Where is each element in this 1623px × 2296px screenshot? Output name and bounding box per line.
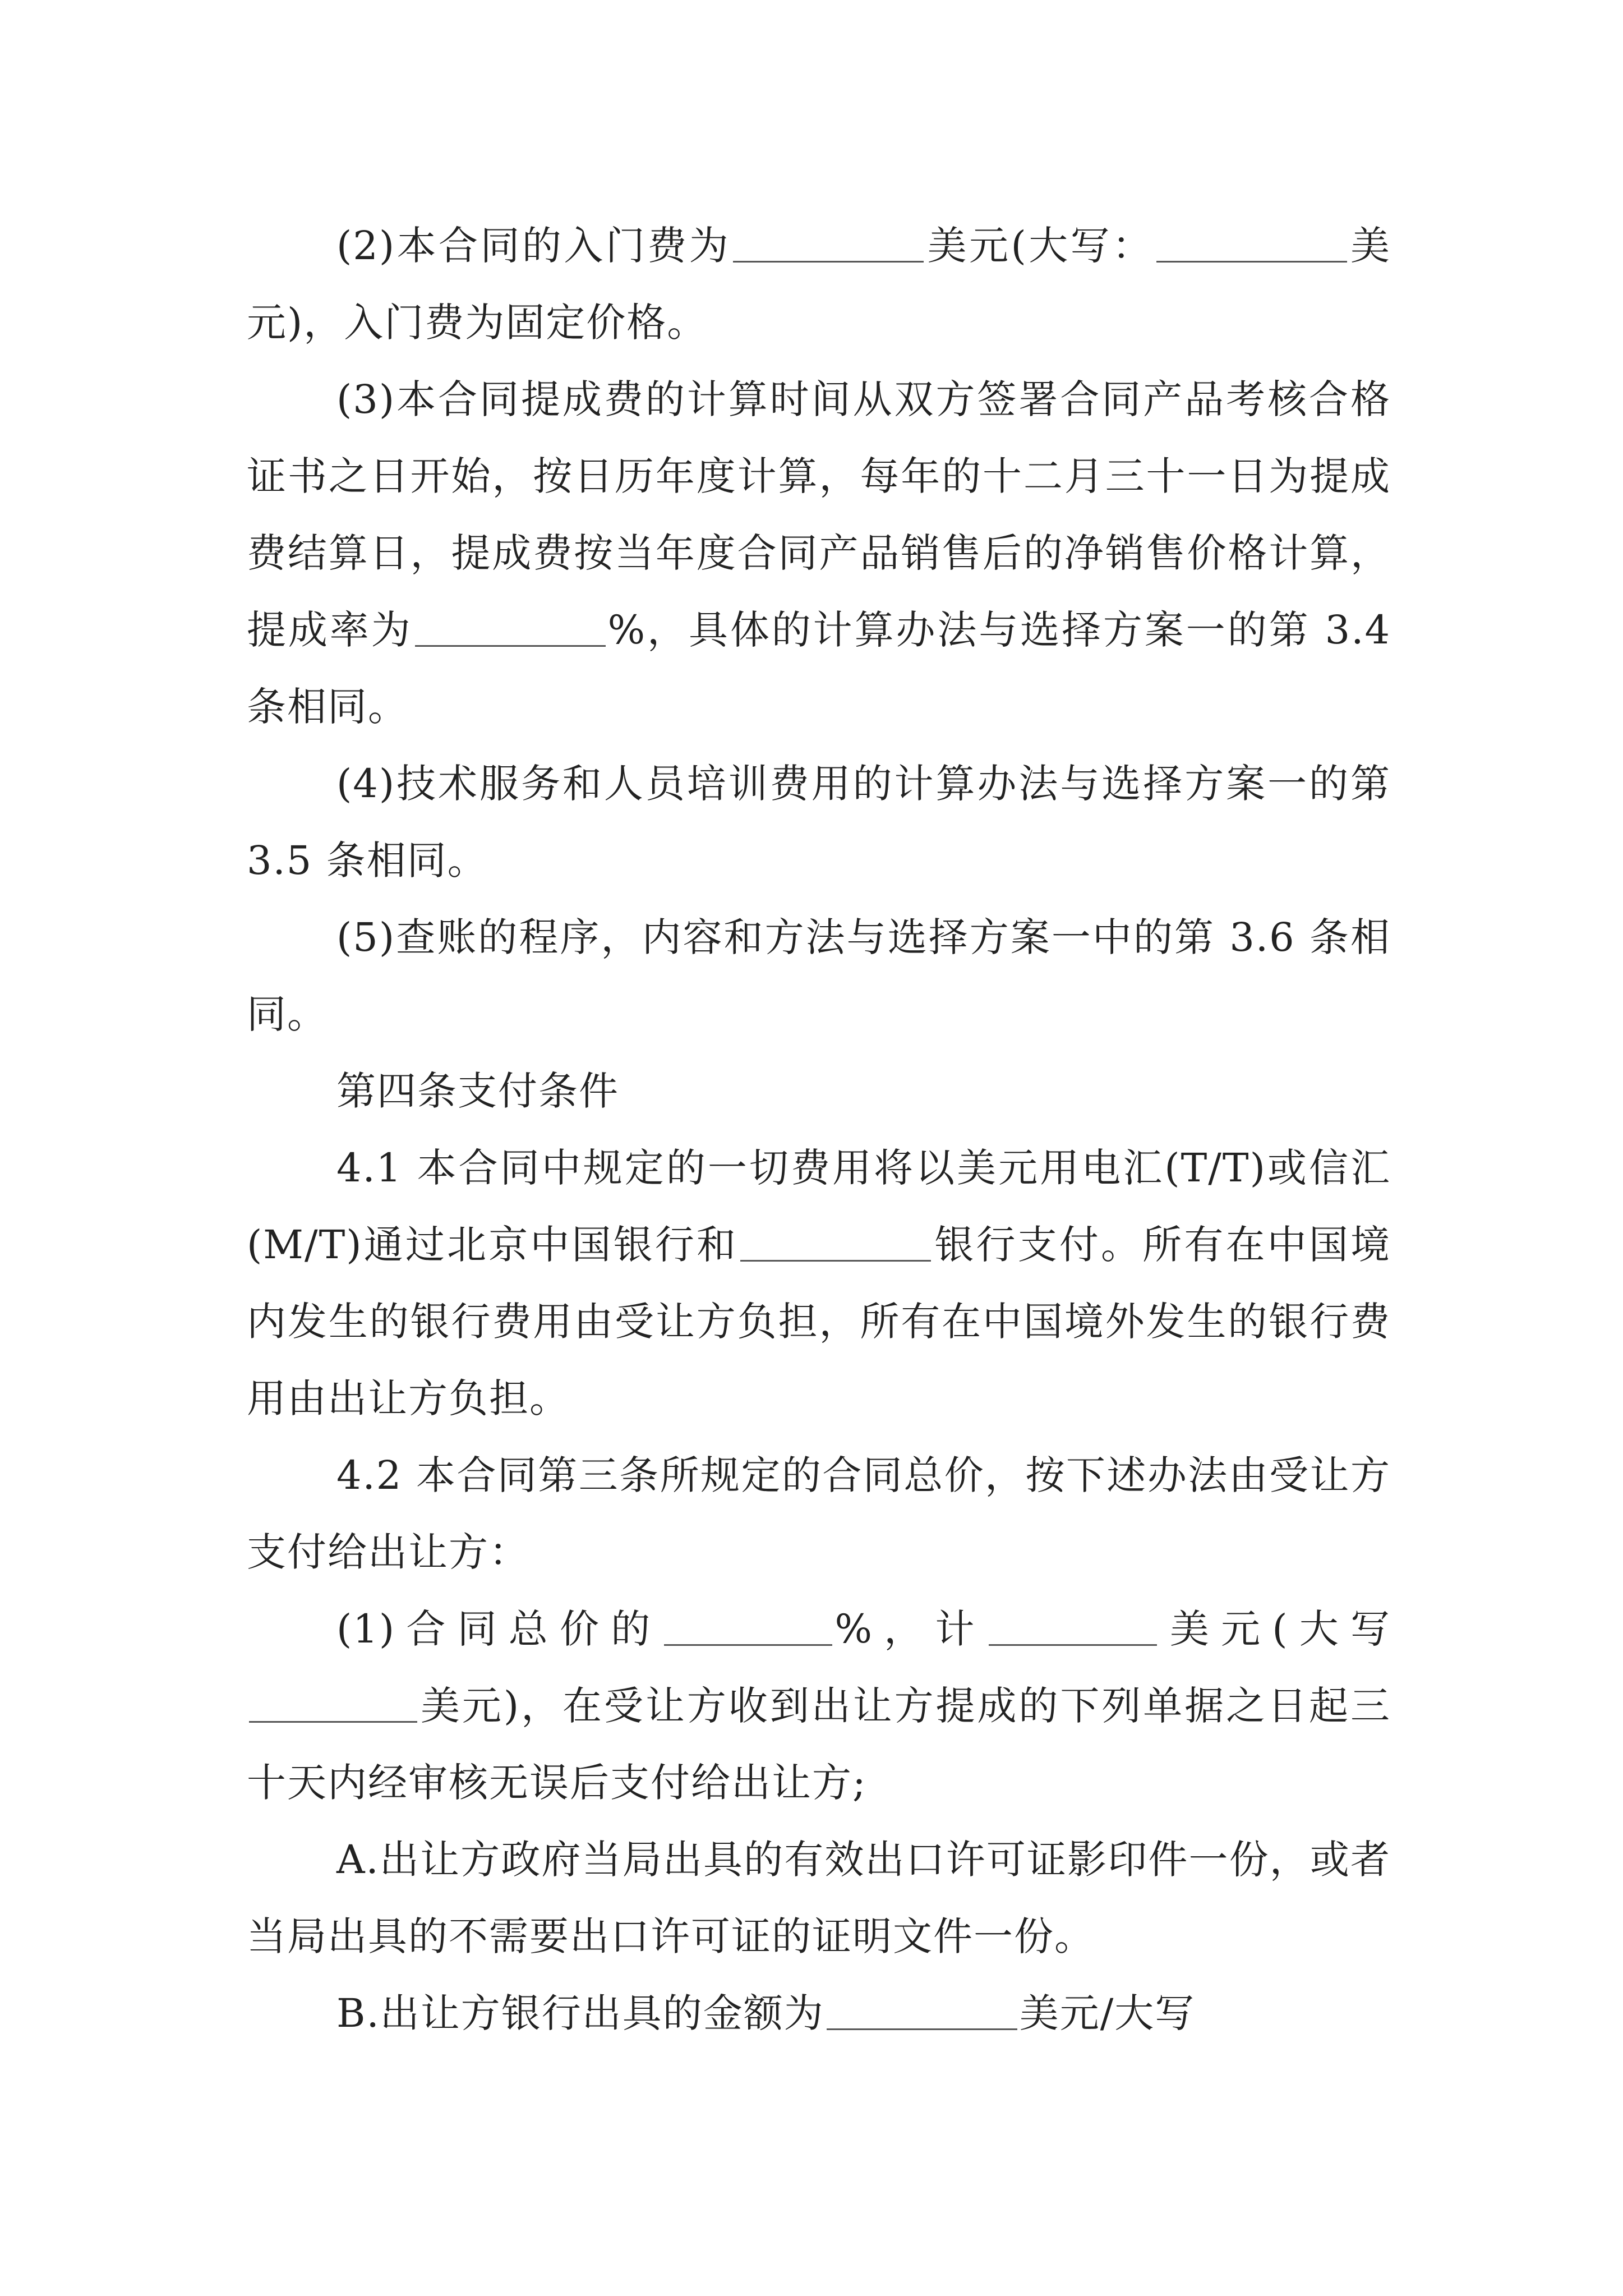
entry-fee-amount-blank: [733, 227, 924, 263]
paragraph-total-price: [247, 1437, 1391, 1591]
payment-method-text-1: 4.1 本合同中规定的一切费用将以美元用电汇(T/T)或信汇(M/T)通过北京中国银行和: [247, 1145, 1391, 1268]
installment-text-4: 美元)，在受让方收到出让方提成的下列单据之日起三十天内经审核无误后支付给出让方;: [247, 1683, 1391, 1806]
bank-name-blank: [740, 1226, 931, 1262]
paragraph-audit: [247, 899, 1391, 1053]
item-b-amount-blank: [827, 1995, 1017, 2030]
royalty-text-2: %，具体的计算办法与选择方案一的第 3.4 条相同。: [247, 607, 1391, 730]
royalty-rate-blank: [415, 611, 606, 647]
paragraph-royalty: [247, 361, 1391, 746]
installment-amount-blank: [989, 1611, 1157, 1646]
paragraph-payment-method: [247, 1130, 1391, 1437]
payment-method-text-2: 银行支付。所有在中国境内发生的银行费用由受让方负担，所有在中国境外发生的银行费用由出让方负担。: [247, 1222, 1391, 1421]
paragraph-technical-service: [247, 746, 1391, 899]
item-b-text-2: 美元/大写: [1019, 1990, 1196, 2036]
installment-percent-blank: [664, 1611, 832, 1646]
section-heading-payment-terms: [247, 1053, 1391, 1130]
entry-fee-text-2: 美元(大写：: [926, 223, 1154, 269]
paragraph-item-a: [247, 1821, 1391, 1975]
total-price-text: 4.2 本合同第三条所规定的合同总价，按下述办法由受让方支付给出让方：: [247, 1452, 1391, 1575]
paragraph-installment-1: [247, 1591, 1391, 1821]
audit-text: (5)查账的程序，内容和方法与选择方案一中的第 3.6 条相同。: [247, 914, 1391, 1037]
document-body: [247, 208, 1391, 2052]
installment-text-1: (1)合同总价的: [336, 1606, 662, 1652]
installment-capital-blank: [249, 1687, 417, 1723]
section-heading-text: 第四条支付条件: [336, 1068, 619, 1114]
installment-text-2: %，计: [834, 1606, 986, 1652]
entry-fee-capital-blank: [1156, 227, 1347, 263]
item-a-text: A.出让方政府当局出具的有效出口许可证影印件一份，或者当局出具的不需要出口许可证的证明文件一份。: [247, 1837, 1391, 1959]
entry-fee-text-1: (2)本合同的入门费为: [336, 223, 731, 269]
item-b-text-1: B.出让方银行出具的金额为: [336, 1990, 824, 2036]
entry-fee-text-3: 美元)，入门费为固定价格。: [247, 223, 1391, 346]
royalty-text-1: (3)本合同提成费的计算时间从双方签署合同产品考核合格证书之日开始，按日历年度计算，每年的十二月三十一日为提成费结算日，提成费按当年度合同产品销售后的净销售价格计算，提成率为: [247, 376, 1391, 653]
installment-text-3: 美元(大写: [1159, 1606, 1391, 1652]
technical-service-text: (4)技术服务和人员培训费用的计算办法与选择方案一的第 3.5 条相同。: [247, 761, 1391, 884]
paragraph-entry-fee: [247, 208, 1391, 361]
paragraph-item-b: [247, 1975, 1391, 2052]
